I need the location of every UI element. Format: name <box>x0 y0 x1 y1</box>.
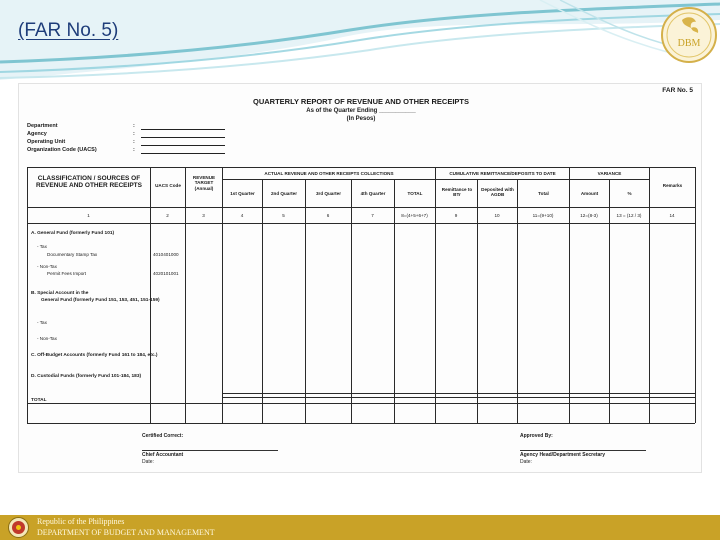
row-special-tax: - Tax <box>37 320 47 325</box>
row-line <box>222 397 695 398</box>
field-colon: : <box>133 139 135 145</box>
row-tax-code: 4010401000 <box>153 252 179 257</box>
far5-form-scan <box>18 83 702 473</box>
col-number: 13 = (12 / 3) <box>616 213 642 218</box>
row-line <box>222 179 569 180</box>
header-uacs: UACS Code <box>155 183 181 188</box>
table-border <box>27 423 695 424</box>
header-q4: 4th Quarter <box>360 191 386 196</box>
footer-department: DEPARTMENT OF BUDGET AND MANAGEMENT <box>37 528 215 537</box>
col-number: 12=(8-3) <box>580 213 598 218</box>
field-agency: Agency <box>27 131 47 137</box>
row-line <box>27 207 695 208</box>
row-special-non-tax: - Non-Tax <box>37 336 57 341</box>
footer-republic: Republic of the Philippines <box>37 517 125 526</box>
header-remit-btr: Remittance to BTr <box>441 187 473 198</box>
col-line <box>150 167 151 423</box>
report-subtitle: As of the Quarter Ending ___________ <box>306 108 416 114</box>
field-line <box>141 129 225 130</box>
col-line <box>185 167 186 423</box>
row-custodial-funds: D. Custodial Funds (formerly Fund 101-184, 183) <box>31 374 142 379</box>
col-number: 6 <box>326 213 330 218</box>
row-line <box>27 223 695 224</box>
row-special-account-detail: General Fund (formerly Fund 151, 153, 451, 151-159) <box>41 298 160 303</box>
header-amount: Amount <box>580 191 599 196</box>
chief-accountant-label: Chief Accountant <box>142 452 184 458</box>
form-number: FAR No. 5 <box>662 87 693 94</box>
row-total: TOTAL <box>31 398 47 403</box>
signature-line <box>142 450 278 451</box>
col-number: 7 <box>371 213 374 218</box>
row-non-tax-code: 4020101001 <box>153 271 179 276</box>
field-line <box>141 137 225 138</box>
row-off-budget: C. Off-Budget Accounts (formerly Fund 161 to 184, etc.) <box>31 353 158 358</box>
table-border <box>27 167 695 168</box>
dbm-seal-logo <box>660 6 718 64</box>
col-number: 4 <box>240 213 244 218</box>
row-non-tax: - Non-Tax <box>37 264 57 269</box>
revenue-table <box>27 167 695 423</box>
col-number: 9 <box>454 213 458 218</box>
col-number: 10 <box>494 213 500 218</box>
field-colon: : <box>133 123 135 129</box>
field-colon: : <box>133 147 135 153</box>
table-border <box>27 167 28 423</box>
field-line <box>141 145 225 146</box>
slide-title: (FAR No. 5) <box>18 20 119 41</box>
field-operating-unit: Operating Unit <box>27 139 66 145</box>
header-classification: CLASSIFICATION / SOURCES OF REVENUE AND OTHER RECEIPTS <box>36 175 142 189</box>
header-target: REVENUE TARGET (Annual) <box>192 175 216 191</box>
col-line <box>649 167 650 423</box>
agency-head-label: Agency Head/Department Secretary <box>520 452 606 458</box>
header-q2: 2nd Quarter <box>270 191 298 196</box>
col-number: 5 <box>282 213 285 218</box>
row-line <box>569 179 649 180</box>
col-number: 14 <box>669 213 675 218</box>
row-tax-item: Documentary Stamp Tax <box>47 252 98 257</box>
row-special-account: B. Special Account in the <box>31 291 89 296</box>
approved-by-label: Approved By: <box>520 433 553 439</box>
col-number: 11=(9+10) <box>532 213 554 218</box>
field-organization-code: Organization Code (UACS) <box>27 147 97 153</box>
header-remit-total: Total <box>538 191 549 196</box>
report-currency: (In Pesos) <box>346 116 376 122</box>
seal-text: DBM <box>677 38 701 49</box>
certified-correct-label: Certified Correct: <box>142 433 184 439</box>
col-line <box>222 167 223 423</box>
row-non-tax-item: Permit Fees Import <box>47 271 87 276</box>
col-number: 2 <box>166 213 169 218</box>
field-line <box>141 153 225 154</box>
header-percent: % <box>627 191 632 196</box>
header-total: TOTAL <box>407 191 423 196</box>
header-q3: 3rd Quarter <box>315 191 342 196</box>
col-line <box>569 167 570 423</box>
header-q1: 1st Quarter <box>230 191 255 196</box>
col-number: 3 <box>202 213 205 218</box>
report-title: QUARTERLY REPORT OF REVENUE AND OTHER RECEIPTS <box>253 97 469 106</box>
header-actual-group: ACTUAL REVENUE AND OTHER RECEIPTS COLLECTIONS <box>264 171 394 176</box>
row-line <box>27 403 695 404</box>
header-variance-group: VARIANCE <box>597 171 622 176</box>
row-tax: - Tax <box>37 244 47 249</box>
header-deposited: Deposited with AGDB <box>481 187 514 198</box>
col-number: 8=(4+5+6+7) <box>401 213 428 218</box>
philippine-seal-icon <box>8 517 29 538</box>
col-number: 1 <box>87 213 90 218</box>
row-general-fund: A. General Fund (formerly Fund 101) <box>31 231 115 236</box>
col-line <box>435 167 436 423</box>
header-remarks: Remarks <box>662 183 683 188</box>
field-colon: : <box>133 131 135 137</box>
row-line <box>222 393 695 394</box>
date-label: Date: <box>520 459 532 465</box>
header-remit-group: CUMULATIVE REMITTANCE/DEPOSITS TO DATE <box>449 171 556 176</box>
signature-line <box>520 450 646 451</box>
field-department: Department <box>27 123 58 129</box>
date-label: Date: <box>142 459 154 465</box>
header-wave-decoration <box>0 0 720 90</box>
table-border <box>695 167 696 423</box>
